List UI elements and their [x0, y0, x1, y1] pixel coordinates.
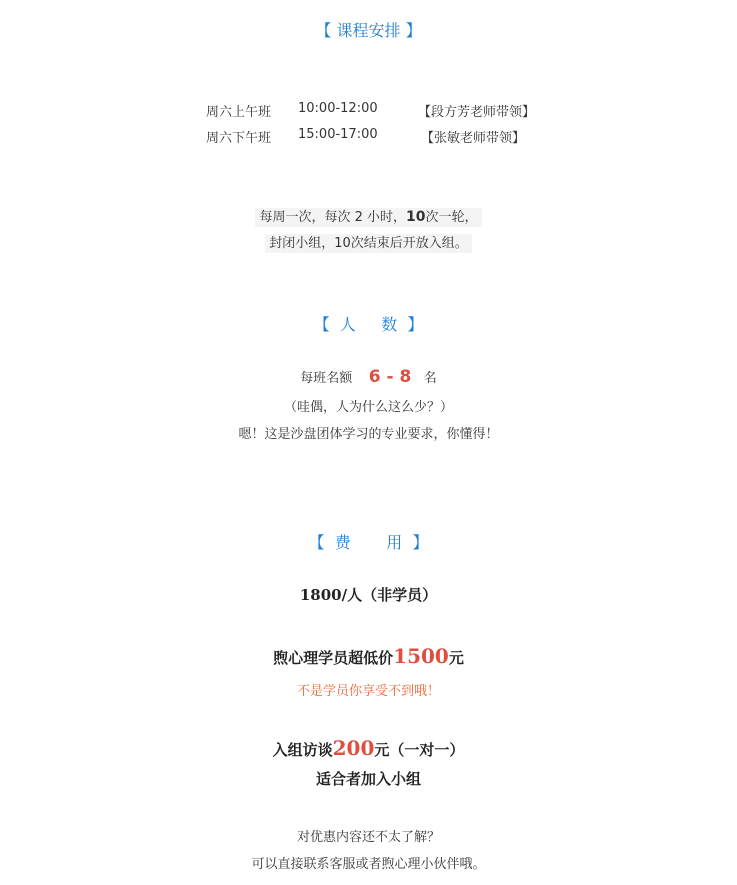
closed-group-text: 封闭小组，10次结束后开放入组。 [265, 234, 472, 253]
frequency-text-a: 每周一次，每次 2 小时， [259, 210, 407, 225]
size-answer: 嗯！这是沙盘团体学习的专业要求，你懂得！ [238, 427, 499, 442]
quota-suffix: 名 [423, 371, 437, 386]
interview-price-value: 200 [332, 736, 375, 760]
size-question: （哇偶，人为什么这么少？） [283, 400, 453, 415]
member-note: 不是学员你享受不到哦！ [296, 684, 440, 699]
interview-line [0, 736, 737, 760]
contact-line-2: 可以直接联系客服或者煦心理小伙伴哦。 [251, 857, 486, 872]
member-price-suffix: 元 [448, 649, 464, 667]
quota-value: 6 - 8 [368, 367, 412, 387]
price-nonmember: 1800/人（非学员） [299, 586, 438, 604]
frequency-line [0, 206, 737, 225]
member-price-prefix: 煦心理学员超低价 [273, 649, 394, 667]
schedule-time-morning: 10:00-12:00 [298, 101, 378, 116]
interview-suffix: 元（一对一） [374, 741, 465, 759]
interview-prefix: 入组访谈 [272, 741, 333, 759]
schedule-time-afternoon: 15:00-17:00 [298, 127, 378, 142]
interview-note: 适合者加入小组 [315, 770, 421, 788]
frequency-count: 10 [406, 209, 426, 225]
schedule-teacher-afternoon: 【张敏老师带领】 [421, 131, 526, 146]
member-price-line [0, 644, 737, 668]
fee-heading: 【 费 用 】 [308, 533, 429, 552]
schedule-heading: 【 课程安排 】 [315, 21, 422, 40]
schedule-teacher-morning: 【段方芳老师带领】 [418, 105, 536, 120]
closed-group-line [0, 232, 737, 251]
schedule-day-saturday-afternoon: 周六下午班 [206, 131, 272, 146]
quota-prefix: 每班名额 [300, 371, 353, 386]
frequency-text-b: 次一轮， [425, 210, 478, 225]
quota-line [0, 367, 737, 387]
schedule-day-saturday-morning: 周六上午班 [206, 105, 272, 120]
size-heading: 【 人 数 】 [313, 315, 424, 334]
member-price-value: 1500 [393, 644, 449, 668]
contact-line-1: 对优惠内容还不太了解？ [296, 830, 440, 845]
